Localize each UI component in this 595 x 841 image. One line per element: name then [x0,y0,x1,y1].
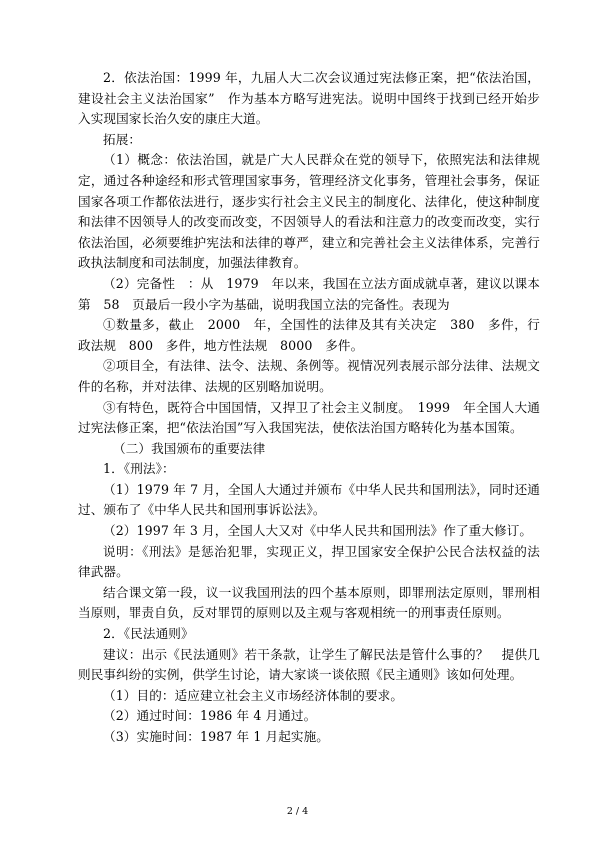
paragraph-point-characteristics: ③有特色，既符合中国国情，又捍卫了社会主义制度。 1999 年全国人大通过宪法修正案，把“依法治国”写入我国宪法，使依法治国方略转化为基本国策。 [78,399,540,436]
paragraph-point-variety: ②项目全，有法律、法令、法规、条例等。视情况列表展示部分法律、法规文件的名称，并对法律、法规的区别略加说明。 [78,358,540,394]
paragraph-rule-of-law: 2．依法治国：1999 年，九届人大二次会议通过宪法修正案，把“依法治国，建设社会主义法治国家” 作为基本方略写进宪法。说明中国终于找到已经开始步入实现国家长治久安的康庄大道。 [78,70,540,127]
paragraph-completeness: （2）完备性 ：从 1979 年以来，我国在立法方面成就卓著，建议以课本第 58 页最后一段小字为基础，说明我国立法的完备性。表现为 [78,275,540,312]
paragraph-civil-law-purpose: （1）目的：适应建立社会主义市场经济体制的要求。 [103,687,404,703]
paragraph-criminal-law-note: 说明：《刑法》是惩治犯罪，实现正义，捍卫国家安全保护公民合法权益的法律武器。 [78,543,540,580]
paragraph-criminal-law-principles: 结合课文第一段，议一议我国刑法的四个基本原则，即罪刑法定原则，罪刑相当原则，罪责自负，反对罪罚的原则以及主观与客观相统一的刑事责任原则。 [78,584,540,621]
document-body [78,68,540,748]
paragraph-civil-law-effective: （3）实施时间：1987 年 1 月起实施。 [103,729,330,744]
subheading-civil-law: 2．《民法通则》 [103,626,194,642]
paragraph-extension-heading: 拓展： [103,131,142,147]
paragraph-point-quantity: ①数量多，截止 2000 年，全国性的法律及其有关决定 380 多件，行政法规 800 多件，地方性法规 8000 多件。 [78,317,540,353]
section-heading-important-laws: （二）我国颁布的重要法律 [113,440,266,456]
paragraph-concept: （1）概念：依法治国，就是广大人民群众在党的领导下，依照宪法和法律规定，通过各种途经和形式管理国家事务，管理经济文化事务，管理社会事务，保证国家各项工作都依法进行，逐步实行社会主义民主的制度化、法律化，使这种制度和法律不因领导人的改变而改变，不因领导人的看法和注意力的改变而改变，实行依法治国，必须要维护宪法和法律的尊严，建立和完善社会主义法律体系，完善行政执法制度和司法制度，加强法律教育。 [78,152,540,271]
page-number: 2 / 4 [286,806,309,817]
paragraph-civil-law-passed: （2）通过时间：1986 年 4 月通过。 [103,708,317,724]
paragraph-criminal-law-1997: （2）1997 年 3 月，全国人大又对《中华人民共和国刑法》作了重大修订。 [103,523,533,539]
paragraph-criminal-law-1979: （1）1979 年 7 月，全国人大通过并颁布《中华人民共和国刑法》，同时还通过、颁布了《中华人民共和国刑事诉讼法》。 [78,481,540,518]
subheading-criminal-law: 1．《刑法》： [103,461,175,477]
paragraph-civil-law-suggestion: 建议：出示《民法通则》若干条款，让学生了解民法是管什么事的？ 提供几则民事纠纷的实例，供学生讨论，请大家谈一谈依照《民主通则》该如何处理。 [78,646,540,683]
